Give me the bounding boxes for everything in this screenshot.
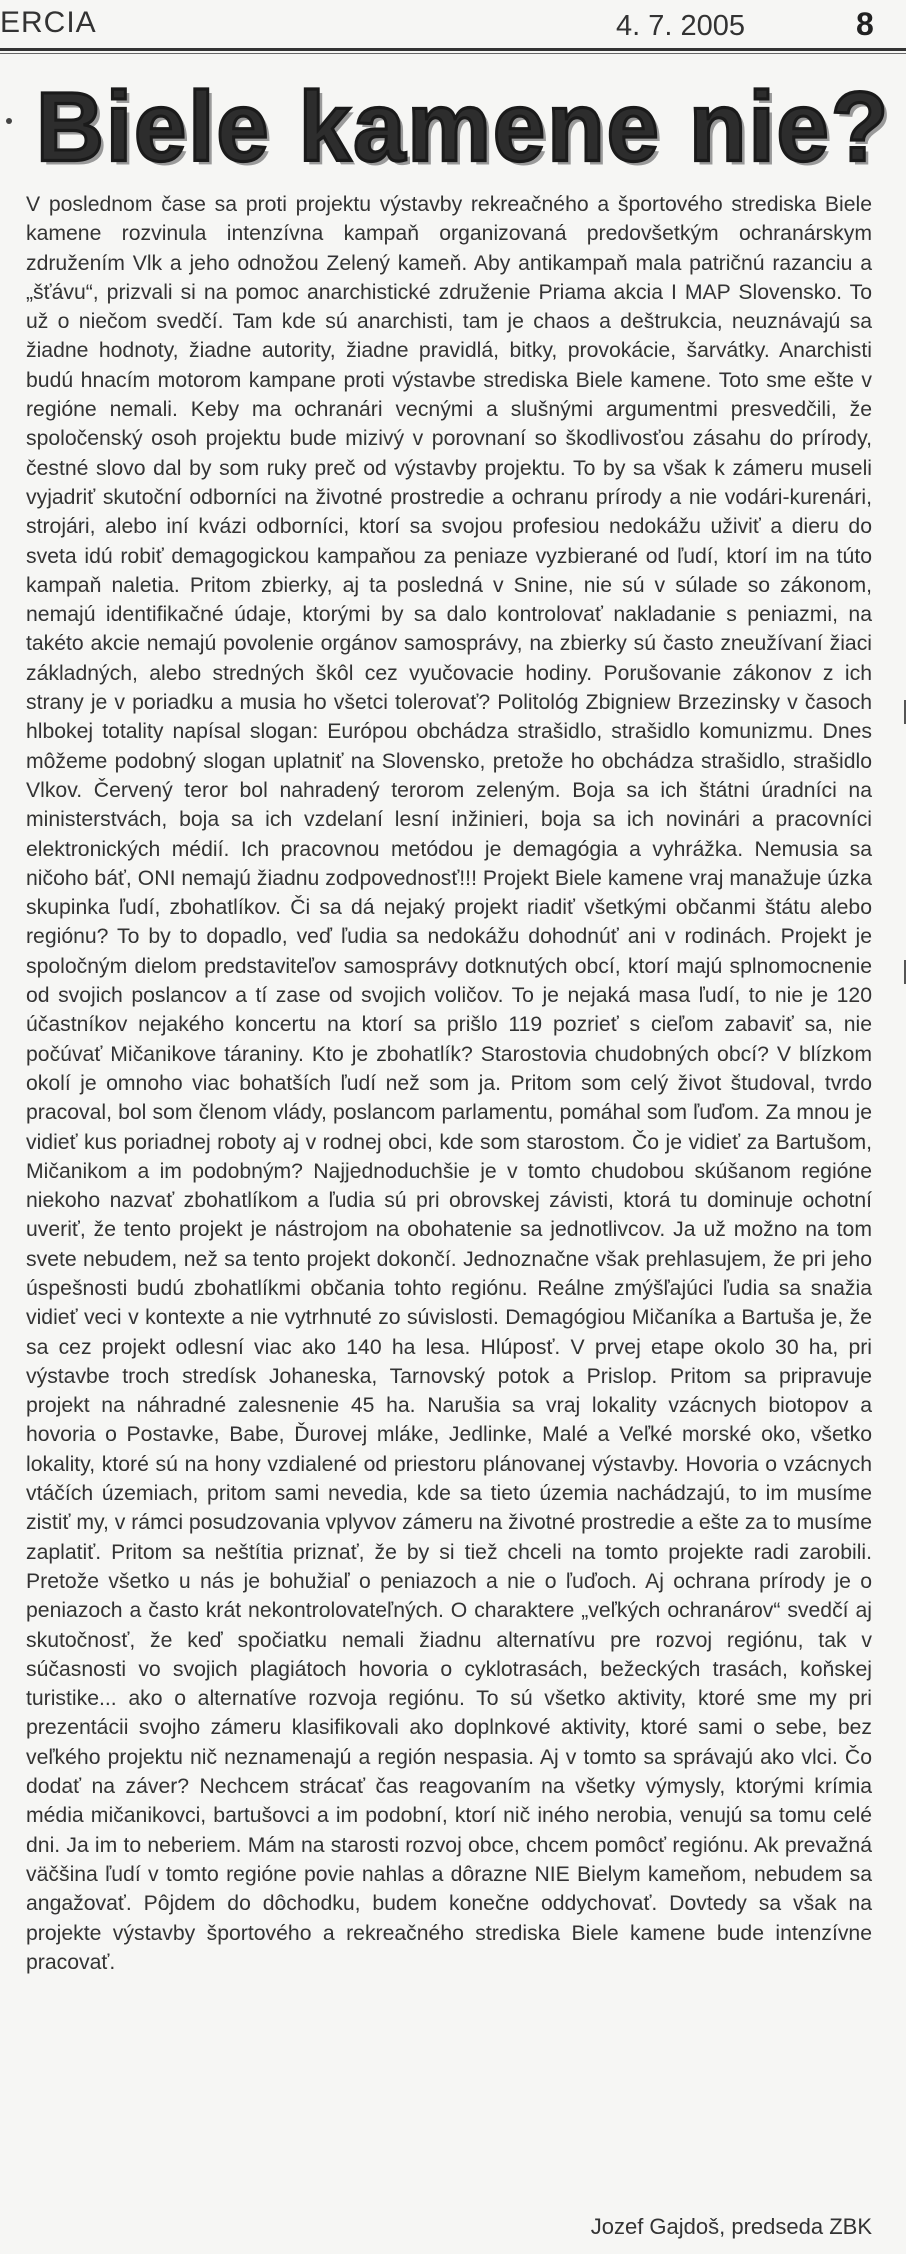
page-header [0,0,906,52]
header-rule [0,48,906,51]
article-paragraph: V poslednom čase sa proti projektu výstavby rekreačného a športového strediska Biele kamene rozvinula intenzívna kampaň organizovaná predovšetkým ochranárskym združením Vlk a jeho odnožou Zelený kameň. Aby antikampaň mala patričnú razanciu a „šťávu“, prizvali si na pomoc anarchistické združenie Priama akcia I MAP Slovensko. To už o niečom svedčí. Tam kde sú anarchisti, tam je chaos a deštrukcia, neuznávajú sa žiadne hodnoty, žiadne autority, žiadne pravidlá, bitky, provokácie, šarvátky. Anarchisti budú hnacím motorom kampane proti výstavbe strediska Biele kamene. Toto sme ešte v regióne nemali. Keby ma ochranári vecnými a slušnými argumentmi presvedčili, že spoločenský osoh projektu bude mizivý v porovnaní so škodlivosťou zásahu do prírody, čestné slovo dal by som ruky preč od výstavby projektu. To by sa však k zámeru museli vyjadriť skutoční odborníci na životné prostredie a ochranu prírody a nie vodári-kurenári, strojári, alebo iní kvázi odborníci, ktorí sa svojou profesiou nedokážu uživiť a dieru do sveta idú robiť demagogickou kampaňou za peniaze vyzbierané od ľudí, ktorí im na túto kampaň naletia. Pritom zbierky, aj ta posledná v Snine, nie sú v súlade so zákonom, nemajú identifikačné údaje, ktorými by sa dalo kontrolovať nakladanie s peniazmi, na takéto akcie nemajú povolenie orgánov samosprávy, na zbierky sú často zneužívaní žiaci základných, alebo stredných škôl cez vyučovacie hodiny. Porušovanie zákonov z ich strany je v poriadku a musia ho všetci tolerovať? Politológ Zbigniew Brzezinsky v časoch hlbokej totality napísal slogan: Európou obchádza strašidlo, strašidlo komunizmu. Dnes môžeme podobný slogan uplatniť na Slovensko, pretože ho obchádza strašidlo, strašidlo Vlkov. Červený teror bol nahradený terorom zeleným. Boja sa ich štátni úradníci na ministerstvách, boja sa ich vzdelaní lesní inžinieri, boja sa ich novinári a pracovníci elektronických médií. Ich pracovnou metódou je demagógia a vyhrážka. Nemusia sa ničoho báť, ONI nemajú žiadnu zodpovednosť!!! Projekt Biele kamene vraj manažuje úzka skupinka ľudí, zbohatlíkov. Či sa dá nejaký projekt riadiť všetkými občanmi štátu alebo regiónu? To by to dopadlo, veď ľudia sa nedokážu dohodnúť ani v rodinách. Projekt je spoločným dielom predstaviteľov samosprávy dotknutých obcí, ktorí majú splnomocnenie od svojich poslancov a tí zase od svojich voličov. To je nejaká masa ľudí, to nie je 120 účastníkov nejakého koncertu na ktorí sa prišlo 119 pozrieť s cieľom zabaviť sa, nie počúvať Mičanikove táraniny. Kto je zbohatlík? Starostovia chudobných obcí? V blízkom okolí je omnoho viac bohatších ľudí než som ja. Pritom som celý život študoval, tvrdo pracoval, bol som členom vlády, poslancom parlamentu, pomáhal som ľuďom. Za mnou je vidieť kus poriadnej roboty aj v rodnej obci, kde som starostom. Čo je vidieť za Bartušom, Mičanikom a im podobným? Najjednoduchšie je v tomto chudobou skúšanom regióne niekoho nazvať zbohatlíkom a ľudia sú pri obrovskej závisti, ktorá tu dominuje ochotní uveriť, že tento projekt je nástrojom na obohatenie sa jednotlivcov. Ja už možno na tom svete nebudem, než sa tento projekt dokončí. Jednoznačne však prehlasujem, že pri jeho úspešnosti budú zbohatlíkmi občania tohto regiónu. Reálne zmýšľajúci ľudia sa snažia vidieť veci v kontexte a nie vytrhnuté zo súvislosti. Demagógiou Mičaníka a Bartuša je, že sa cez projekt odlesní viac ako 140 ha lesa. Hlúposť. V prvej etape okolo 30 ha, pri výstavbe troch stredísk Johaneska, Tarnovský potok a Prislop. Pritom sa pripravuje projekt na náhradné zalesnenie 45 ha. Narušia sa vraj lokality vzácnych biotopov a hovoria o Postavke, Babe, Ďurovej mláke, Jedlinke, Malé a Veľké morské oko, všetko lokality, ktoré sú na hony vzdialené od priestoru plánovanej výstavby. Hovoria o vzácnych vtáčích územiach, pritom sami nevedia, kde sa tieto územia nachádzajú, to im musíme zistiť my, v rámci posudzovania vplyvov zámeru na životné prostredie a ešte za to musíme zaplatiť. Pritom sa neštítia priznať, že by si tiež chceli na tomto projekte radi zarobili. Pretože všetko u nás je bohužiaľ o peniazoch a nie o ľuďoch. Aj ochrana prírody je o peniazoch a často krát nekontrolovateľných. O charaktere „veľkých ochranárov“ svedčí aj skutočnosť, že keď spočiatku nemali žiadnu alternatívu pre rozvoj regiónu, tak v súčasnosti vo svojich plagiátoch hovoria o cyklotrasách, bežeckých trasách, koňskej turistike... ako o alternatíve rozvoja regiónu. To sú všetko aktivity, ktoré sme my pri prezentácii svojho zámeru klasifikovali ako doplnkové aktivity, ktoré sami o sebe, bez veľkého projektu nič neznamenajú a región nespasia. Aj v tomto sa správajú ako vlci. Čo dodať na záver? Nechcem strácať čas reagovaním na všetky výmysly, ktorými krímia média mičanikovci, bartušovci a im podobní, ktorí nič iného nerobia, venujú sa tomu celé dni. Ja im to neberiem. Mám na starosti rozvoj obce, chcem pomôcť regiónu. Ak prevažná väčšina ľudí v tomto regióne povie nahlas a dôrazne NIE Bielym kameňom, nebudem sa angažovať. Pôjdem do dôchodku, budem konečne oddychovať. Dovtedy sa však na projekte výstavby športového a rekreačného strediska Biele kamene bude intenzívne pracovať. [26,193,872,1974]
margin-mark [894,700,906,724]
margin-dot [6,118,12,124]
margin-mark [894,960,906,984]
header-rule-thin [0,53,906,54]
article-signature: Jozef Gajdoš, predseda ZBK [590,2214,872,2239]
publication-name: ERCIA [0,6,97,39]
article-headline: Biele kamene nie? [36,71,891,182]
issue-date: 4. 7. 2005 [616,10,745,42]
page-number: 8 [856,6,874,42]
article-body [26,190,872,1977]
